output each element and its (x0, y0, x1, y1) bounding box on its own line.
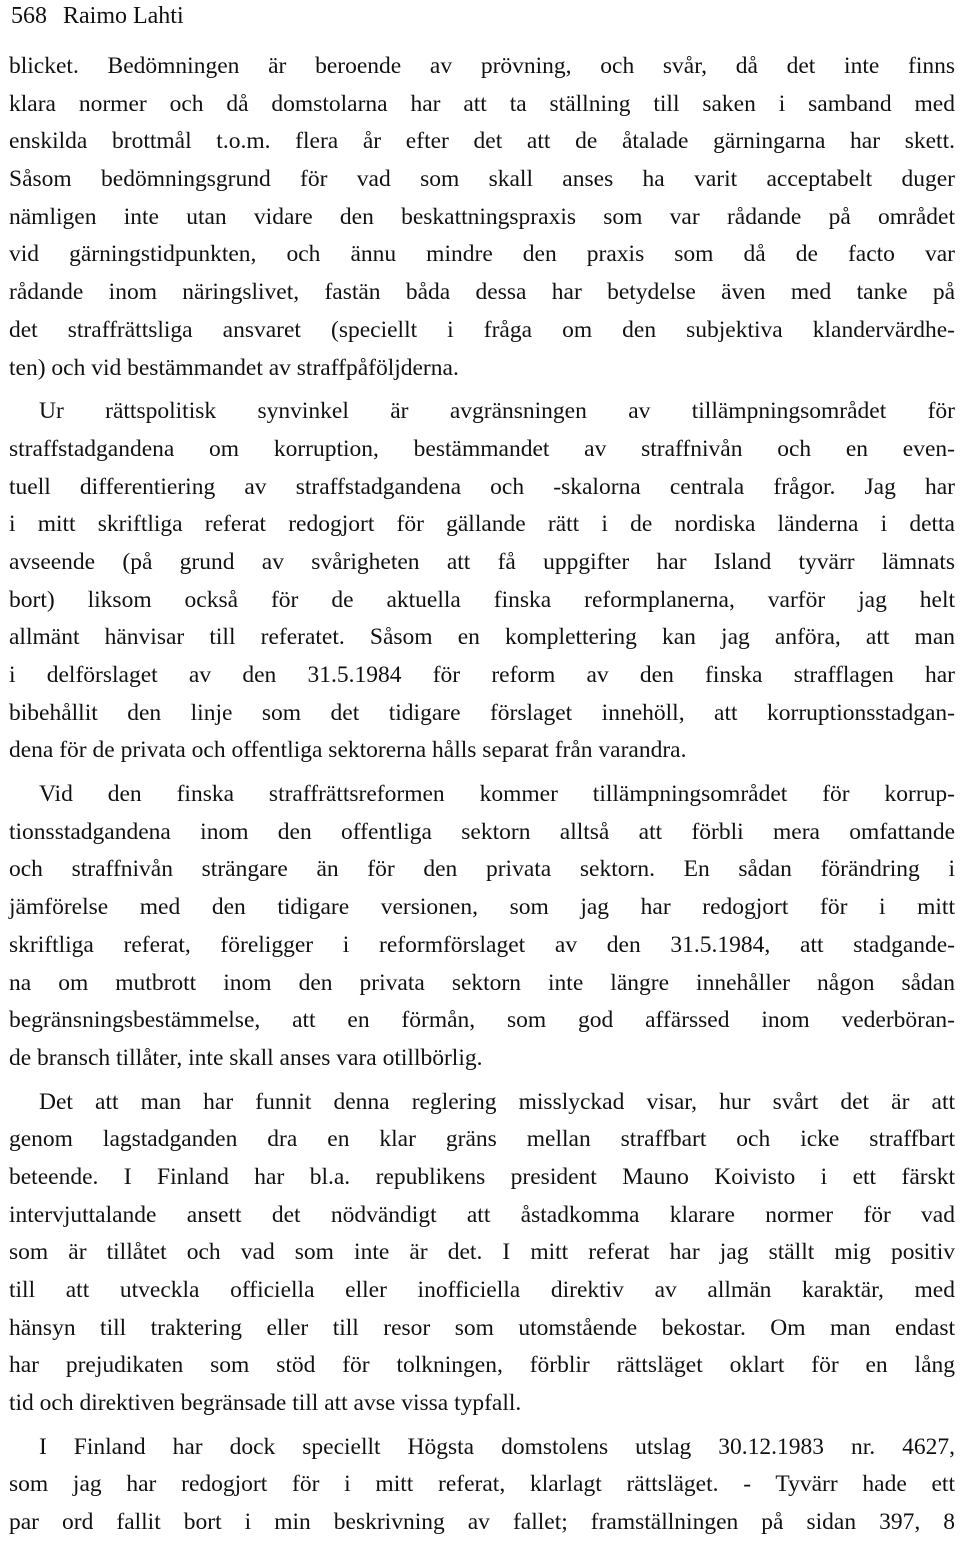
text-line: bibehållit den linje som det tidigare förslaget innehöll, att korruptionsstadgan- (9, 699, 955, 726)
text-line: blicket. Bedömningen är beroende av prövning, och svår, då det inte finns (9, 53, 955, 79)
text-line: Vid den finska straffrättsreformen kommer tillämpningsområdet för korrup- (39, 781, 955, 808)
text-line: allmänt hänvisar till referatet. Såsom en komplettering kan jag anföra, att man (9, 624, 955, 651)
text-line: och straffnivån strängare än för den privata sektorn. En sådan förändring i (9, 856, 955, 883)
text-line: begränsningsbestämmelse, att en förmån, som god affärssed inom vederböran- (9, 1007, 955, 1034)
text-line: straffstadgandena om korruption, bestämmandet av straffnivån och en even- (9, 435, 955, 462)
text-line: avseende (på grund av svårigheten att få uppgifter har Island tyvärr lämnats (9, 548, 955, 575)
text-line: Ur rättspolitisk synvinkel är avgränsningen av tillämpningsområdet för (39, 398, 955, 425)
running-head-author: Raimo Lahti (63, 3, 184, 29)
text-line: klara normer och då domstolarna har att ta ställning till saken i samband med (9, 90, 955, 117)
text-line: intervjuttalande ansett det nödvändigt att åstadkomma klarare normer för vad (9, 1201, 955, 1228)
text-line: det straffrättsliga ansvaret (speciellt i fråga om den subjektiva klandervärdhe- (9, 316, 955, 343)
text-line: till att utveckla officiella eller inofficiella direktiv av allmän karaktär, med (9, 1277, 955, 1303)
text-line: tid och direktiven begränsade till att avse vissa typfall. (9, 1390, 522, 1417)
text-line: tionsstadgandena inom den offentliga sektorn alltså att förbli mera omfattande (9, 818, 955, 845)
text-line: tuell differentiering av straffstadgandena och -skalorna centrala frågor. Jag har (9, 473, 955, 500)
text-line: skriftliga referat, föreligger i reformförslaget av den 31.5.1984, att stadgande- (9, 931, 955, 958)
running-head (11, 0, 184, 32)
text-line: beteende. I Finland har bl.a. republikens president Mauno Koivisto i ett färskt (9, 1163, 955, 1190)
text-line: vid gärningstidpunkten, och ännu mindre den praxis som då de facto var (9, 241, 955, 268)
paragraph-1 (9, 48, 955, 387)
paragraph-2 (9, 393, 955, 770)
text-line: na om mutbrott inom den privata sektorn inte längre innehåller någon sådan (9, 969, 955, 996)
text-line: dena för de privata och offentliga sektorerna hålls separat från varandra. (9, 737, 687, 764)
text-line: nämligen inte utan vidare den beskattningspraxis som var rådande på området (9, 203, 955, 230)
text-line: i delförslaget av den 31.5.1984 för reform av den finska strafflagen har (9, 662, 955, 688)
page-number: 568 (11, 3, 47, 29)
text-line: jämförelse med den tidigare versionen, som jag har redogjort för i mitt (9, 894, 955, 921)
text-line: i mitt skriftliga referat redogjort för gällande rätt i de nordiska länderna i detta (9, 511, 955, 538)
text-line: genom lagstadganden dra en klar gräns mellan straffbart och icke straffbart (9, 1126, 955, 1153)
text-line: par ord fallit bort i min beskrivning av fallet; framställningen på sidan 397, 8 (9, 1509, 955, 1536)
text-line: de bransch tillåter, inte skall anses vara otillbörlig. (9, 1044, 483, 1071)
text-line: har prejudikaten som stöd för tolkningen, förblir rättsläget oklart för en lång (9, 1352, 955, 1379)
text-line: rådande inom näringslivet, fastän båda dessa har betydelse även med tanke på (9, 279, 955, 306)
text-line: ten) och vid bestämmandet av straffpåföljderna. (9, 354, 459, 381)
paragraph-4 (9, 1084, 955, 1423)
text-line: Såsom bedömningsgrund för vad som skall anses ha varit acceptabelt duger (9, 166, 955, 193)
paragraph-3 (9, 776, 955, 1078)
text-line: som är tillåtet och vad som inte är det. I mitt referat har jag ställt mig positiv (9, 1239, 955, 1266)
text-line: Det att man har funnit denna reglering misslyckad visar, hur svårt det är att (39, 1088, 955, 1115)
paragraph-5 (9, 1429, 955, 1542)
text-line: bort) liksom också för de aktuella finska reformplanerna, varför jag helt (9, 586, 955, 613)
text-line: I Finland har dock speciellt Högsta domstolens utslag 30.12.1983 nr. 4627, (39, 1433, 955, 1460)
text-line: hänsyn till traktering eller till resor som utomstående bekostar. Om man endast (9, 1314, 955, 1341)
text-line: enskilda brottmål t.o.m. flera år efter det att de åtalade gärningarna har skett. (9, 128, 955, 155)
text-line: som jag har redogjort för i mitt referat, klarlagt rättsläget. - Tyvärr hade ett (9, 1471, 955, 1498)
body-text (9, 48, 955, 1542)
